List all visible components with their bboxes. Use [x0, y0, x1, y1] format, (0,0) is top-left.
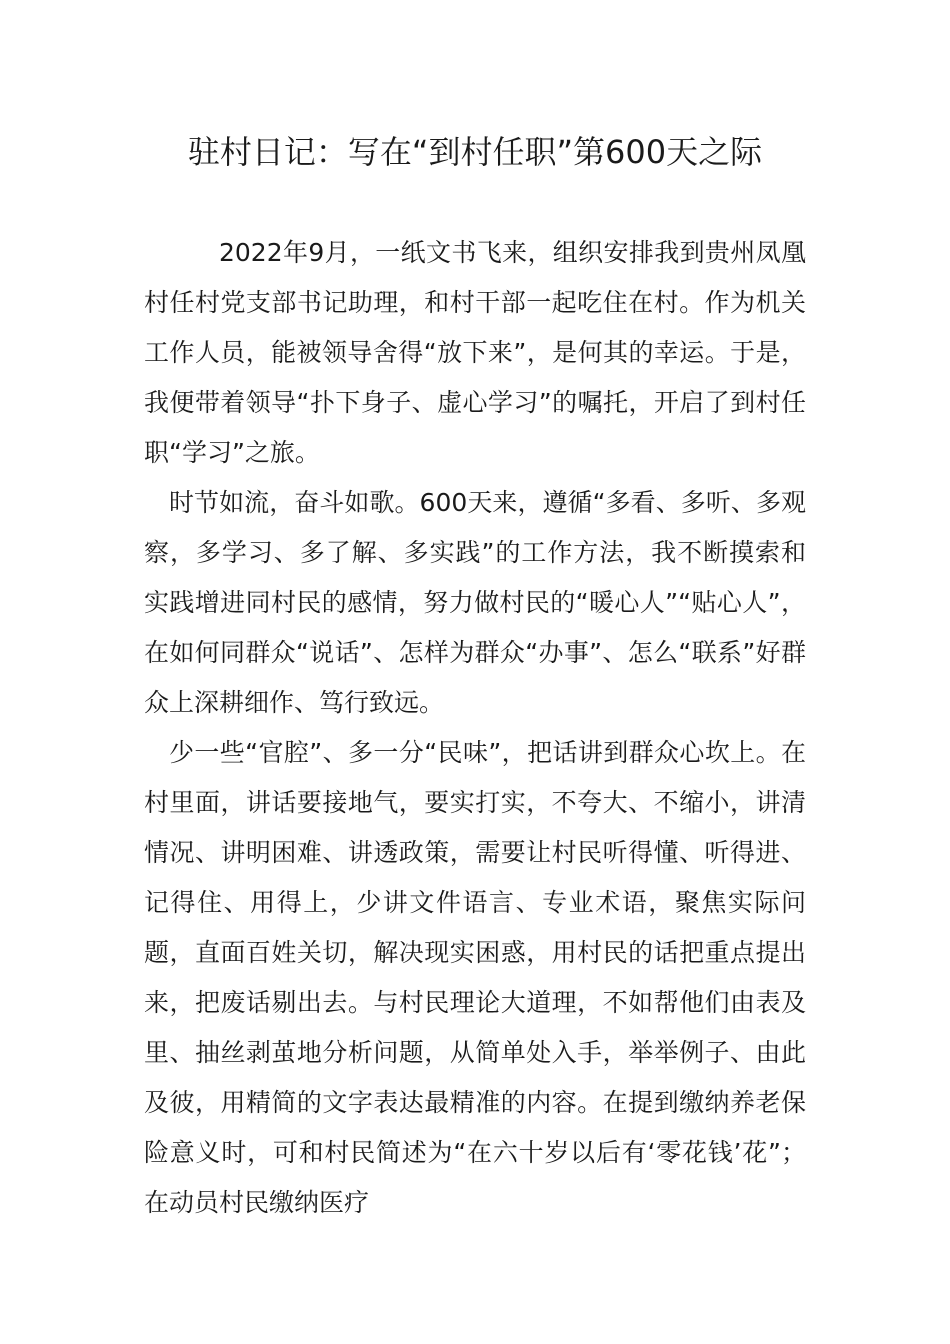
document-body [144, 228, 806, 1228]
paragraph-2: 时节如流，奋斗如歌。600天来，遵循“多看、多听、多观察，多学习、多了解、多实践”的工作方法，我不断摸索和实践增进同村民的感情，努力做村民的“暖心人”“贴心人”，在如何同群众“说话”、怎样为群众“办事”、怎么“联系”好群众上深耕细作、笃行致远。 [144, 488, 806, 717]
paragraph-3: 少一些“官腔”、多一分“民味”，把话讲到群众心坎上。在村里面，讲话要接地气，要实打实，不夸大、不缩小，讲清情况、讲明困难、讲透政策，需要让村民听得懂、听得进、记得住、用得上，少讲文件语言、专业术语，聚焦实际问题，直面百姓关切，解决现实困惑，用村民的话把重点提出来，把废话剔出去。与村民理论大道理，不如帮他们由表及里、抽丝剥茧地分析问题，从简单处入手，举举例子、由此及彼，用精简的文字表达最精准的内容。在提到缴纳养老保险意义时，可和村民简述为“在六十岁以后有‘零花钱’花”；在动员村民缴纳医疗 [144, 738, 806, 1217]
paragraph-1: 2022年9月，一纸文书飞来，组织安排我到贵州凤凰村任村党支部书记助理，和村干部一起吃住在村。作为机关工作人员，能被领导舍得“放下来”，是何其的幸运。于是，我便带着领导“扑下身子、虚心学习”的嘱托，开启了到村任职“学习”之旅。 [144, 238, 806, 467]
document-title: 驻村日记：写在“到村任职”第600天之际 [187, 133, 763, 171]
